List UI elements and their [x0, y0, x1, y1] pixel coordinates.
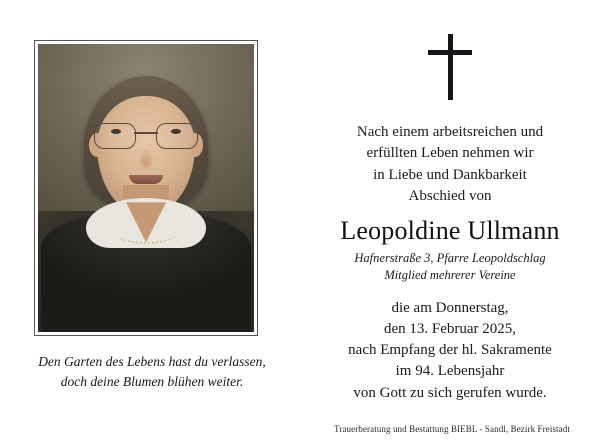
photo-glasses-bridge	[134, 132, 158, 134]
memorial-quote	[34, 352, 270, 391]
portrait-frame	[34, 40, 258, 336]
left-column	[0, 0, 300, 448]
passing-line-5: von Gott zu sich gerufen wurde.	[353, 384, 547, 401]
portrait-of-deceased	[38, 44, 254, 332]
right-column	[300, 0, 606, 448]
intro-line-4: Abschied von	[408, 187, 492, 204]
memorial-quote-line-2: doch deine Blumen blühen weiter.	[60, 373, 244, 389]
intro-text	[316, 122, 584, 207]
cross-vertical-bar	[448, 34, 453, 100]
passing-line-4: im 94. Lebensjahr	[395, 363, 505, 380]
photo-glasses-lens-left	[94, 123, 136, 149]
passing-line-2: den 13. Februar 2025,	[383, 320, 517, 337]
cross-horizontal-bar	[428, 50, 472, 55]
passing-line-1: die am Donnerstag,	[391, 299, 509, 316]
intro-line-1: Nach einem arbeitsreichen und	[356, 124, 544, 140]
latin-cross-icon	[428, 34, 472, 100]
intro-line-2: erfüllten Leben nehmen wir	[366, 145, 534, 162]
deceased-membership: Mitglied mehrerer Vereine	[384, 267, 516, 282]
photo-necklace	[114, 220, 178, 244]
photo-nose	[138, 148, 154, 168]
deceased-address: Hafnerstraße 3, Pfarre Leopoldschlag	[354, 250, 546, 265]
passing-details	[316, 298, 584, 404]
photo-mouth	[129, 175, 163, 184]
deceased-name: Leopoldine Ullmann	[340, 216, 560, 246]
funeral-home-credit: Trauerberatung und Bestattung BIEBL - Sandl, Bezirk Freistadt	[334, 424, 570, 434]
intro-line-3: in Liebe und Dankbarkeit	[373, 166, 527, 183]
passing-line-3: nach Empfang der hl. Sakramente	[348, 342, 552, 359]
photo-glasses	[92, 123, 200, 149]
photo-glasses-lens-right	[156, 123, 198, 149]
memorial-quote-line-1: Den Garten des Lebens hast du verlassen,	[38, 354, 266, 369]
